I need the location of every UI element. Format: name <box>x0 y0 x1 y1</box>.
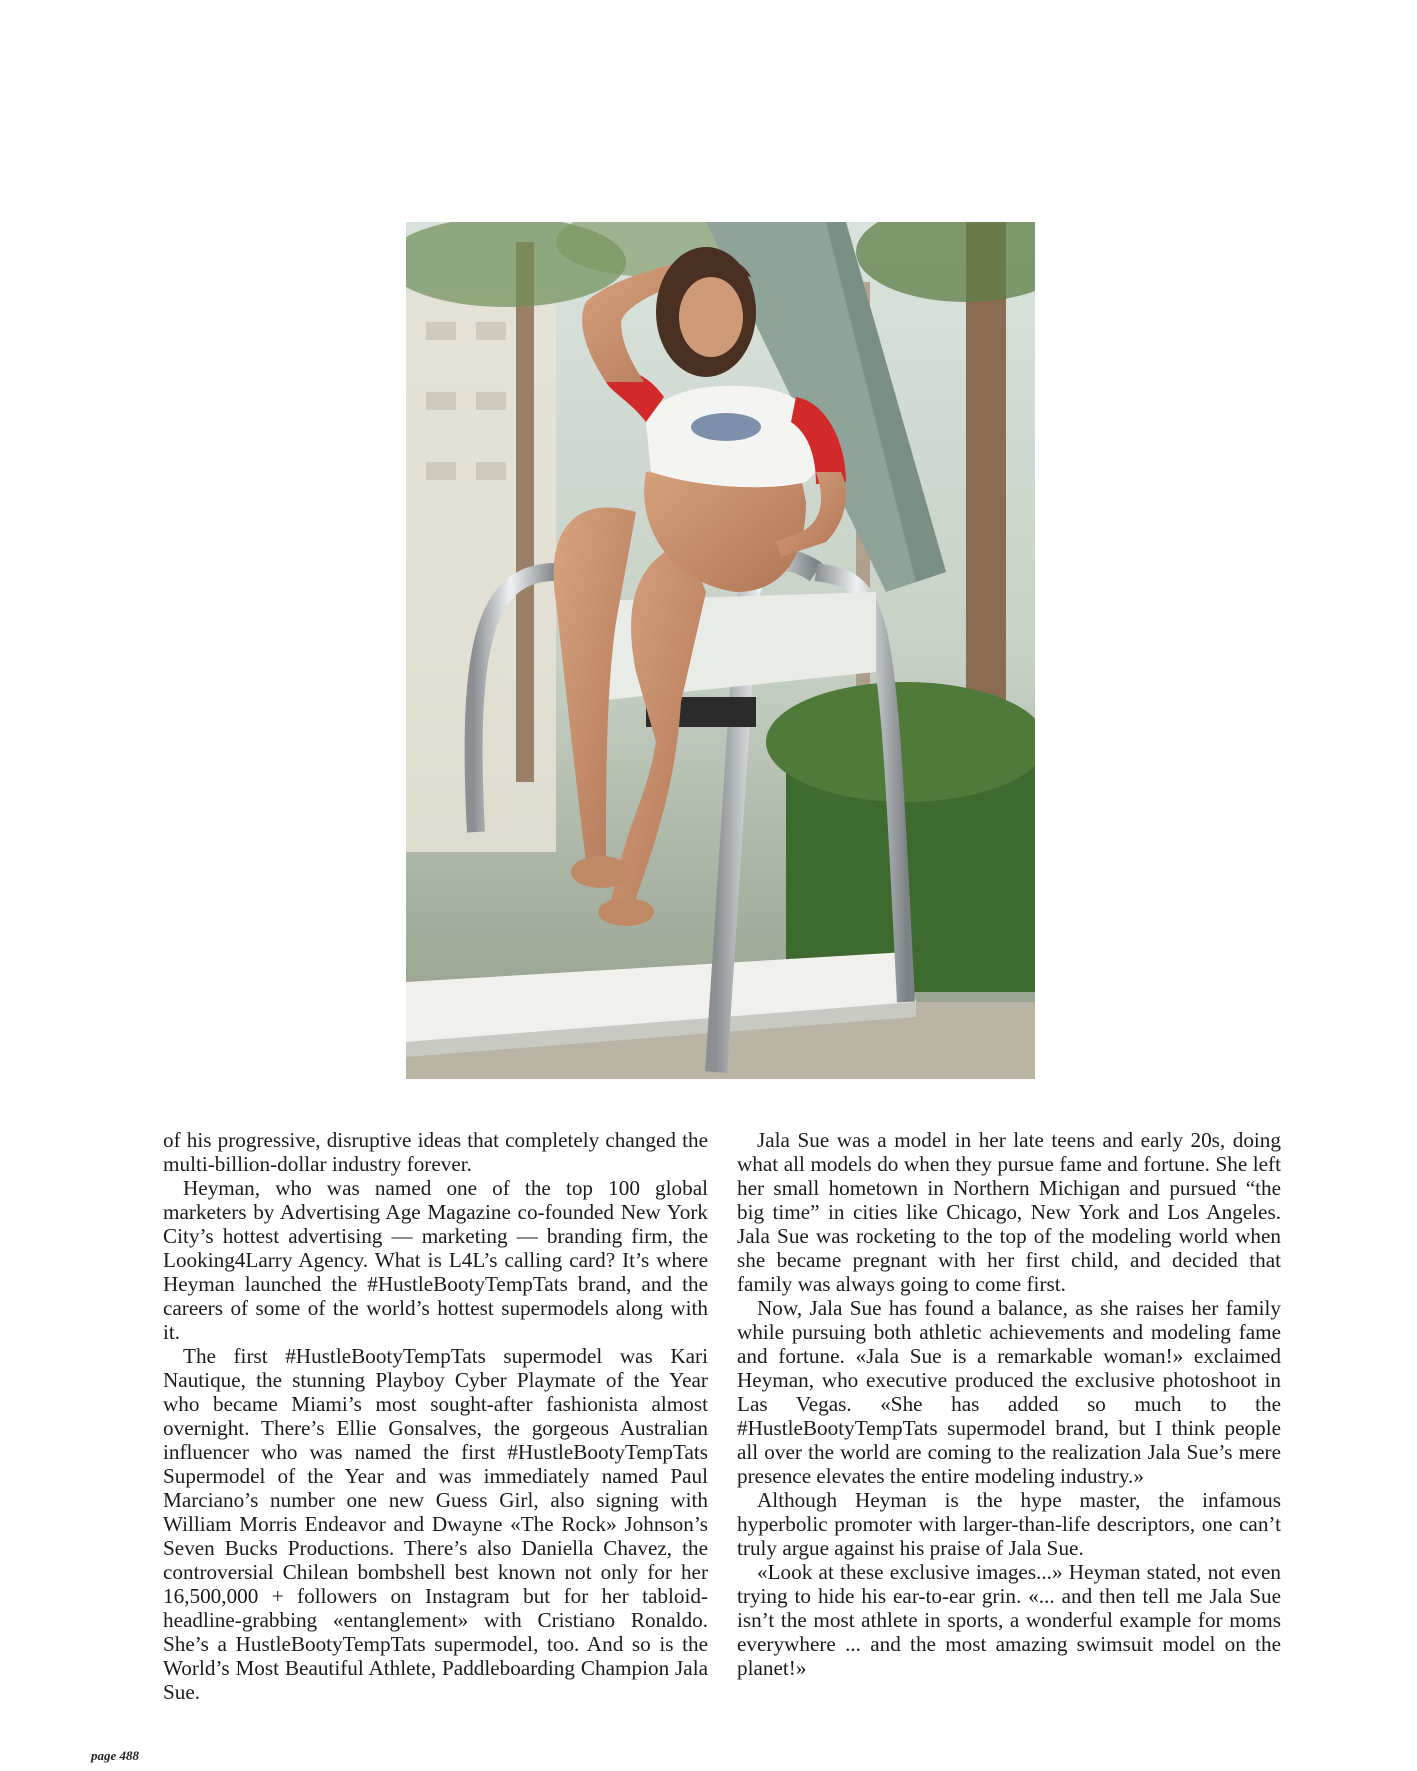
article-paragraph: Now, Jala Sue has found a balance, as she raises her family while pursuing both athletic achievements and modeling fame and fortune. «Jala Sue is a remarkable woman!» exclaimed Heyman, who executive produced the exclusive photoshoot in Las Vegas. «She has added so much to the #HustleBootyTempTats supermodel brand, but I think people all over the world are coming to the realization Jala Sue’s mere presence elevates the entire modeling industry.» <box>737 1296 1281 1488</box>
article-paragraph: The first #HustleBootyTempTats supermodel was Kari Nautique, the stunning Playboy Cyber Playmate of the Year who became Miami’s most sought-after fashionista almost overnight. There’s Ellie Gonsalves, the gorgeous Australian influencer who was named the first #HustleBootyTempTats Supermodel of the Year and was immediately named Paul Marciano’s number one new Guess Girl, also signing with William Morris Endeavor and Dwayne «The Rock» Johnson’s Seven Bucks Productions. There’s also Daniella Chavez, the controversial Chilean bombshell best known not only for her 16,500,000 + followers on Instagram but for her tabloid-headline-grabbing «entanglement» with Cristiano Ronaldo. She’s a HustleBootyTempTats supermodel, too. And so is the World’s Most Beautiful Athlete, Paddleboarding Champion Jala Sue. <box>163 1344 708 1704</box>
article-paragraph: Jala Sue was a model in her late teens and early 20s, doing what all models do when they pursue fame and fortune. She left her small hometown in Northern Michigan and pursued “the big time” in cities like Chicago, New York and Los Angeles. Jala Sue was rocketing to the top of the modeling world when she became pregnant with her first child, and decided that family was always going to come first. <box>737 1128 1281 1296</box>
article-paragraph: of his progressive, disruptive ideas that completely changed the multi-billion-dollar industry forever. <box>163 1128 708 1176</box>
article-column-left <box>163 1128 708 1704</box>
page-number: page 488 <box>91 1748 140 1763</box>
article-column-right <box>737 1128 1281 1680</box>
article-paragraph: Heyman, who was named one of the top 100 global marketers by Advertising Age Magazine co-founded New York City’s hottest advertising — marketing — branding firm, the Looking4Larry Agency. What is L4L’s calling card? It’s where Heyman launched the #HustleBootyTempTats brand, and the careers of some of the world’s hottest supermodels along with it. <box>163 1176 708 1344</box>
article-paragraph: Although Heyman is the hype master, the infamous hyperbolic promoter with larger-than-life descriptors, one can’t truly argue against his praise of Jala Sue. <box>737 1488 1281 1560</box>
article-paragraph: «Look at these exclusive images...» Heyman stated, not even trying to hide his ear-to-ear grin. «... and then tell me Jala Sue isn’t the most athlete in sports, a wonderful example for moms everywhere ... and the most amazing swimsuit model on the planet!» <box>737 1560 1281 1680</box>
article-photo <box>406 222 1035 1079</box>
